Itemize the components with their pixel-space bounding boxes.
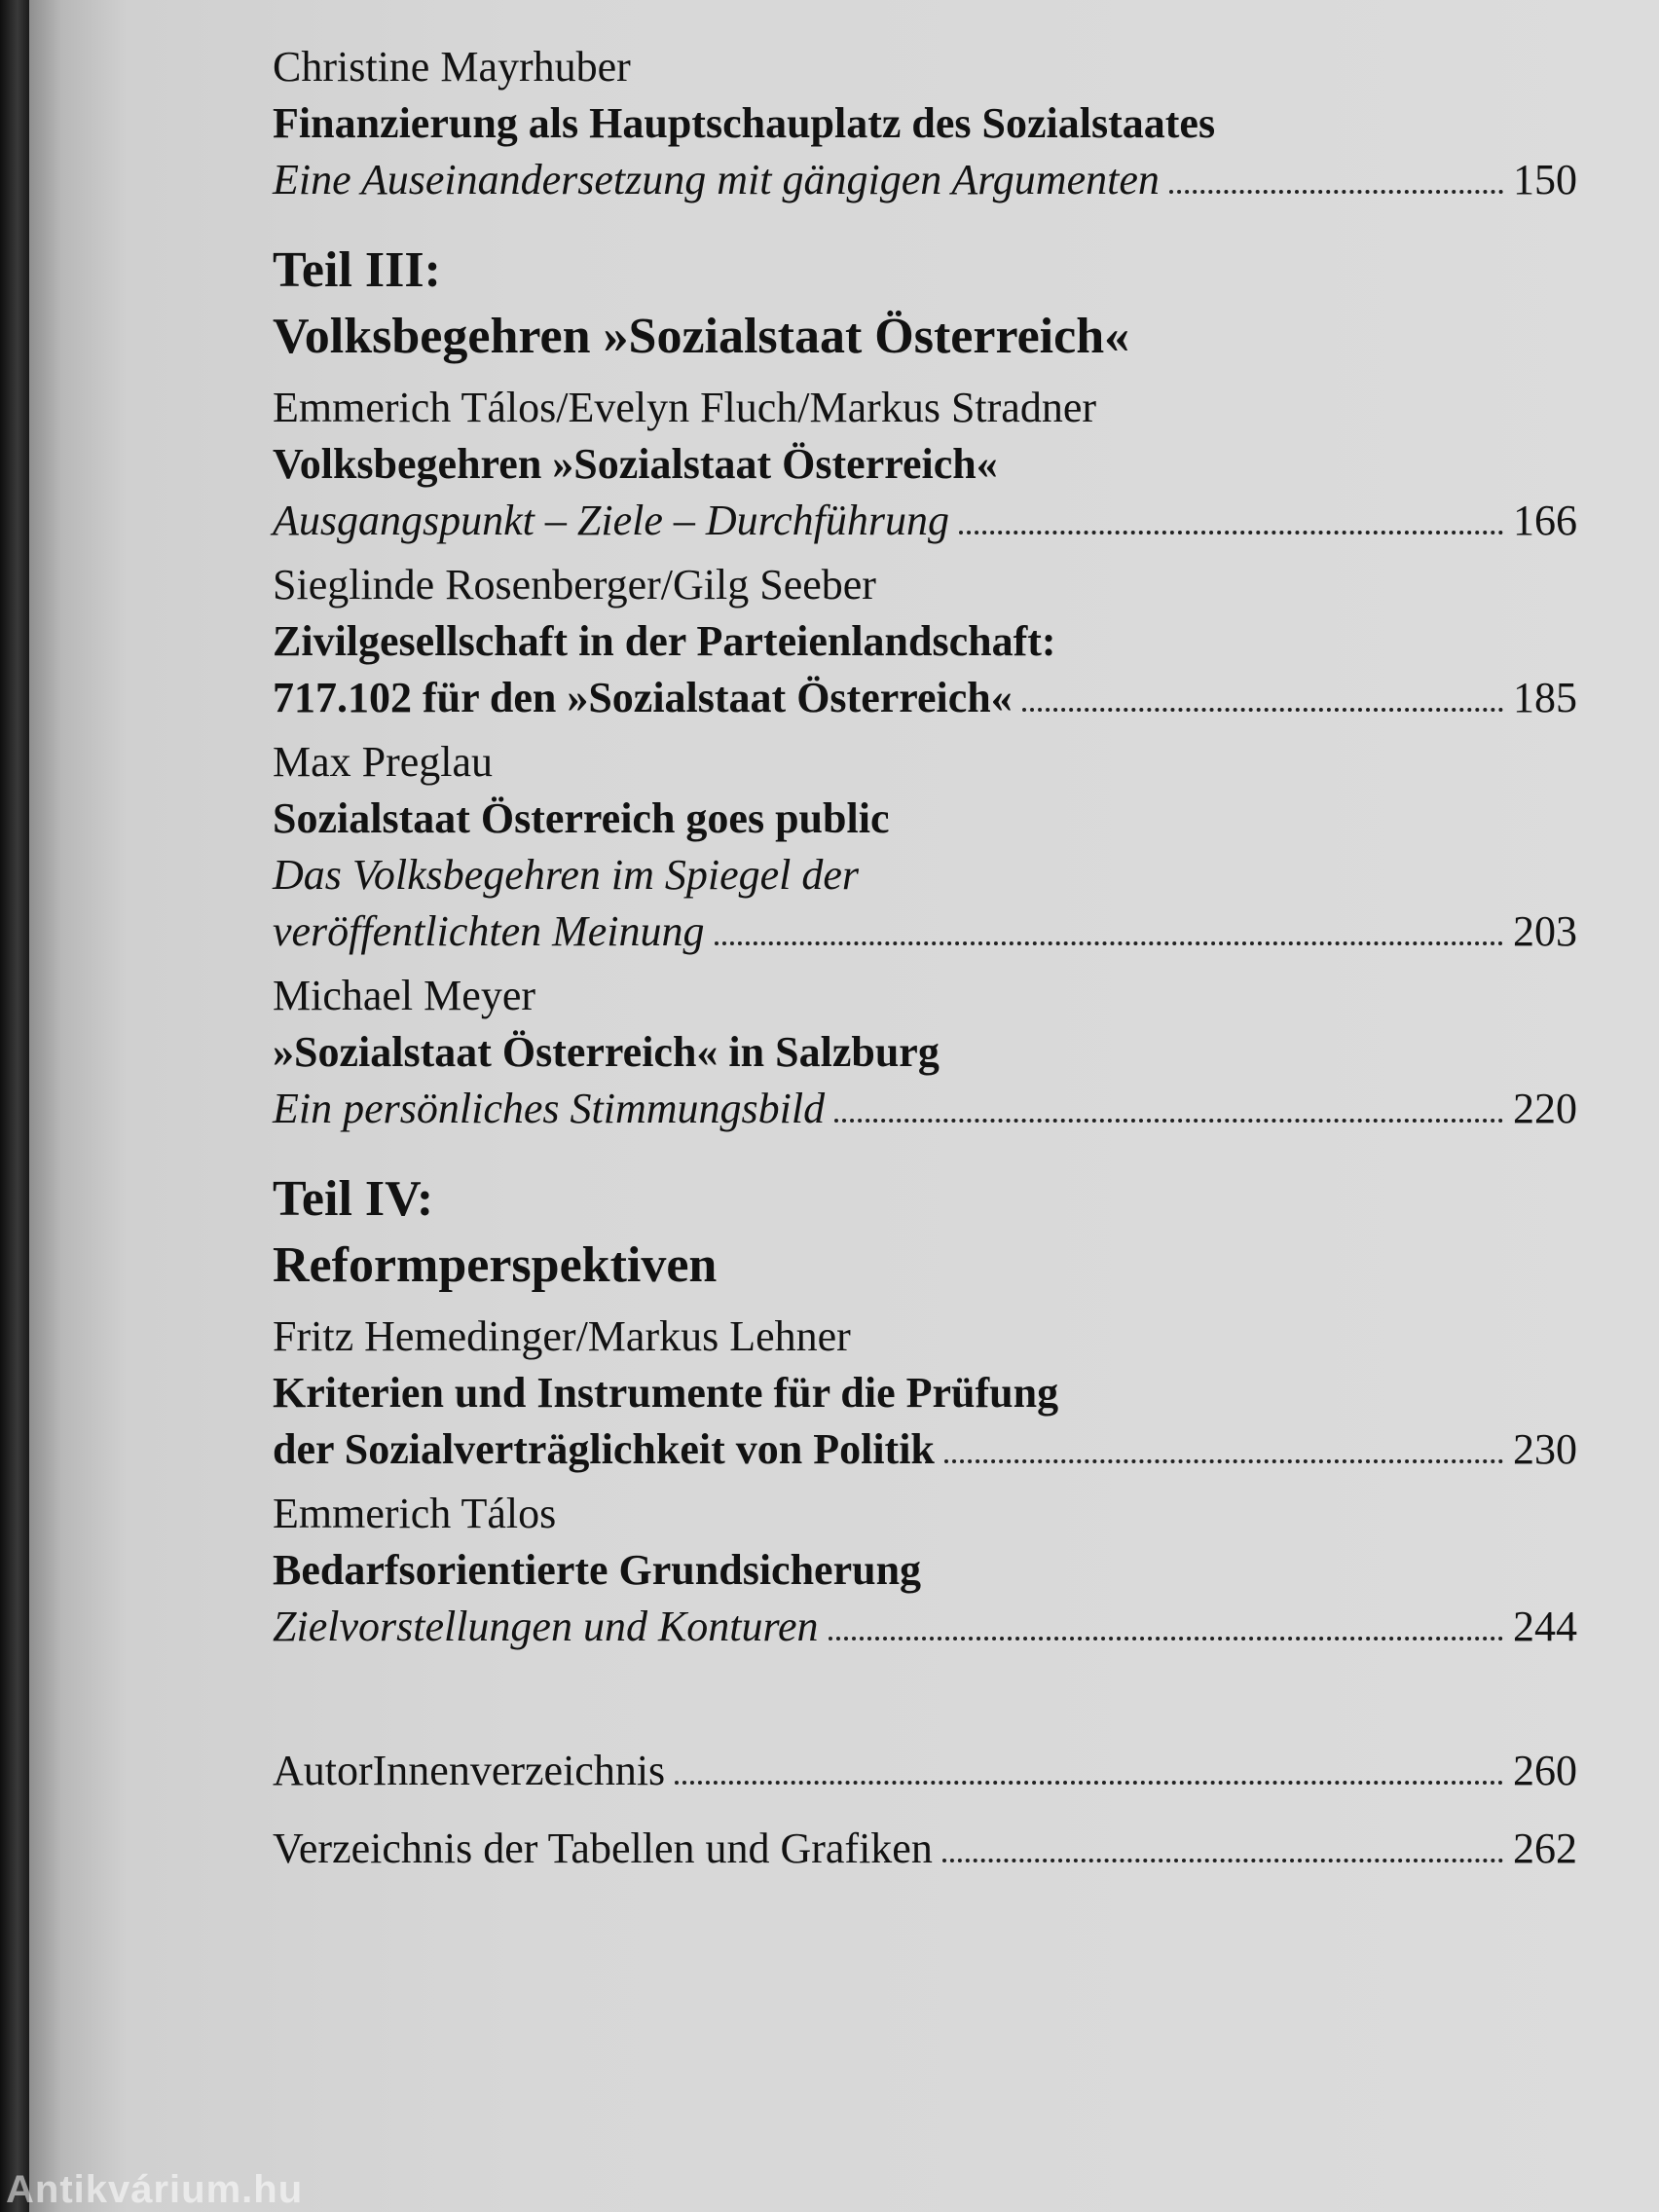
- entry-title-continued: 717.102 für den »Sozialstaat Österreich«: [273, 674, 1013, 721]
- back-matter: [273, 1743, 1577, 1877]
- entry-author: Emmerich Tálos: [273, 1490, 557, 1537]
- table-of-contents: [273, 39, 1577, 1899]
- entry-page-number: 185: [1513, 674, 1577, 721]
- part-heading: [273, 238, 1577, 370]
- entry-subtitle-line: [273, 493, 1577, 549]
- entry-subtitle-line: [273, 1599, 1577, 1655]
- entry-subtitle: Das Volksbegehren im Spiegel der: [273, 851, 860, 899]
- leader-dots: [942, 1859, 1503, 1862]
- part-label: Teil III:: [273, 242, 441, 298]
- entry-subtitle: Ausgangspunkt – Ziele – Durchführung: [273, 497, 949, 544]
- toc-entry: [273, 39, 1577, 208]
- entry-author: Max Preglau: [273, 738, 494, 786]
- entry-subtitle: Eine Auseinandersetzung mit gängigen Argumenten: [273, 156, 1160, 203]
- entry-subtitle-line: [273, 903, 1577, 960]
- back-matter-line: [273, 1821, 1577, 1877]
- entry-subtitle: Zielvorstellungen und Konturen: [273, 1603, 819, 1650]
- entry-author: Christine Mayrhuber: [273, 43, 631, 91]
- toc-entry: [273, 968, 1577, 1137]
- part-heading: [273, 1166, 1577, 1299]
- leader-dots: [944, 1459, 1503, 1463]
- entry-title-line: [273, 1421, 1577, 1478]
- leader-dots: [834, 1119, 1503, 1123]
- toc-entry: [273, 734, 1577, 960]
- entry-page-number: 262: [1513, 1825, 1577, 1872]
- back-matter-line: [273, 1743, 1577, 1799]
- entry-title-continued: der Sozialverträglichkeit von Politik: [273, 1425, 935, 1473]
- entry-title: Kriterien und Instrumente für die Prüfung: [273, 1369, 1059, 1417]
- leader-dots: [1169, 190, 1503, 194]
- toc-entry: [273, 1486, 1577, 1655]
- entry-page-number: 220: [1513, 1085, 1577, 1132]
- entry-title: »Sozialstaat Österreich« in Salzburg: [273, 1028, 940, 1076]
- entry-page-number: 166: [1513, 497, 1577, 544]
- entry-author: Sieglinde Rosenberger/Gilg Seeber: [273, 561, 876, 608]
- watermark: Antikvárium.hu: [6, 2168, 304, 2211]
- entry-subtitle-line: [273, 152, 1577, 208]
- entry-page-number: 150: [1513, 156, 1577, 203]
- leader-dots: [1022, 708, 1503, 712]
- entry-page-number: 203: [1513, 907, 1577, 955]
- part-title: Reformperspektiven: [273, 1237, 718, 1293]
- part-label: Teil IV:: [273, 1171, 434, 1227]
- entry-page-number: 260: [1513, 1747, 1577, 1794]
- entry-author: Emmerich Tálos/Evelyn Fluch/Markus Stradner: [273, 384, 1097, 431]
- entry-subtitle: Ein persönliches Stimmungsbild: [273, 1085, 826, 1132]
- entry-page-number: 244: [1513, 1603, 1577, 1650]
- entry-title: Zivilgesellschaft in der Parteienlandschaft:: [273, 617, 1056, 665]
- entry-author: Michael Meyer: [273, 972, 535, 1019]
- book-binding: [0, 0, 29, 2212]
- entry-title: Sozialstaat Österreich goes public: [273, 794, 890, 842]
- entry-title: Finanzierung als Hauptschauplatz des Sozialstaates: [273, 99, 1216, 147]
- entry-title-line: [273, 670, 1577, 726]
- entry-page-number: 230: [1513, 1425, 1577, 1473]
- toc-entry: [273, 1309, 1577, 1478]
- entry-author: Fritz Hemedinger/Markus Lehner: [273, 1312, 851, 1360]
- entry-title: Volksbegehren »Sozialstaat Österreich«: [273, 440, 998, 488]
- toc-entry: [273, 557, 1577, 726]
- entry-subtitle-line: [273, 1081, 1577, 1137]
- book-page: [29, 0, 1659, 2212]
- leader-dots: [715, 941, 1503, 945]
- leader-dots: [675, 1781, 1503, 1785]
- leader-dots: [829, 1637, 1503, 1641]
- entry-title: Bedarfsorientierte Grundsicherung: [273, 1546, 922, 1594]
- part-title: Volksbegehren »Sozialstaat Österreich«: [273, 309, 1130, 364]
- back-matter-title: AutorInnenverzeichnis: [273, 1747, 666, 1794]
- toc-entry: [273, 380, 1577, 549]
- leader-dots: [959, 531, 1503, 535]
- entry-subtitle-continued: veröffentlichten Meinung: [273, 907, 705, 955]
- back-matter-title: Verzeichnis der Tabellen und Grafiken: [273, 1825, 933, 1872]
